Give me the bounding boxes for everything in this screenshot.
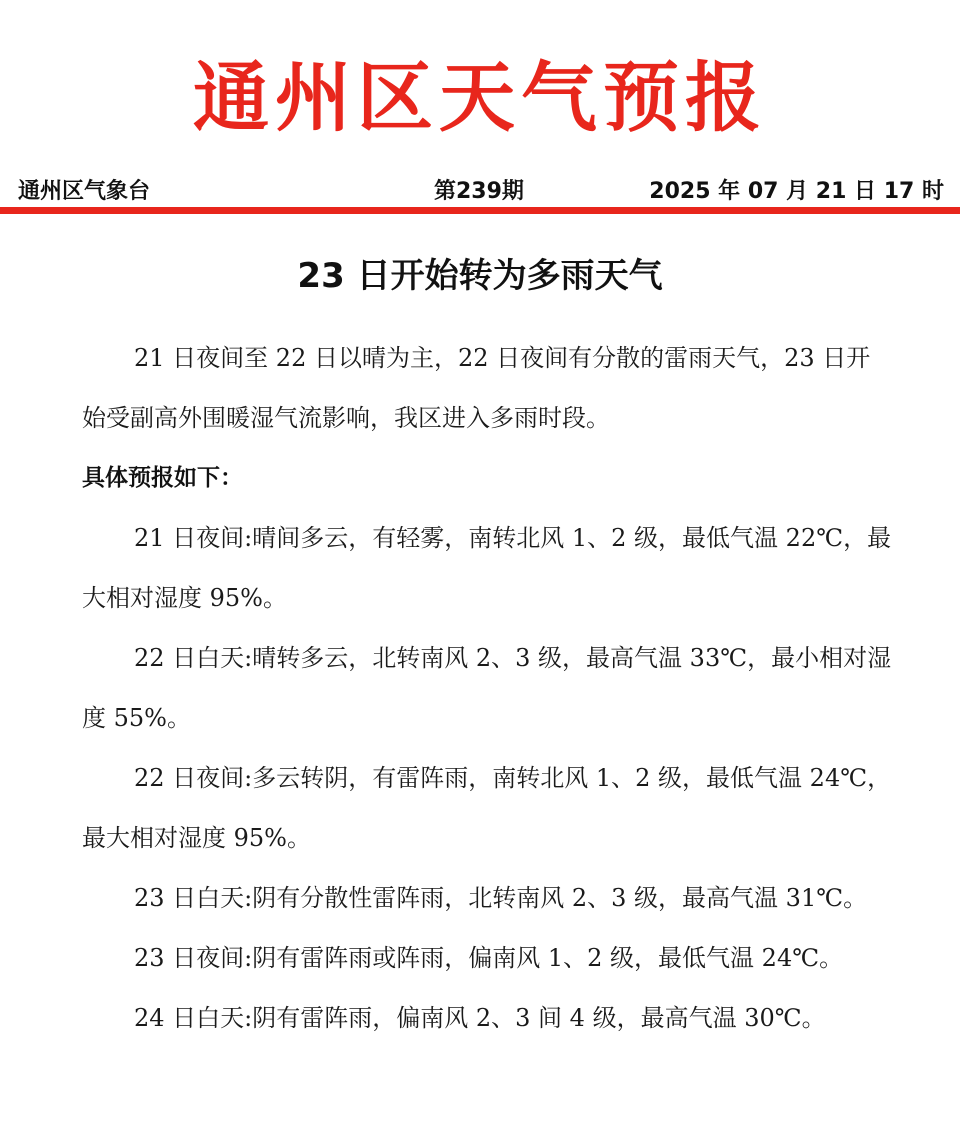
forecast-item: 22 日白天:晴转多云，北转南风 2、3 级，最高气温 33℃，最小相对湿度 55%。 xyxy=(82,644,892,732)
lead-section xyxy=(82,328,892,448)
forecast-list xyxy=(82,508,892,1048)
forecast-item: 22 日夜间:多云转阴，有雷阵雨，南转北风 1、2 级，最低气温 24℃，最大相对湿度 95%。 xyxy=(82,764,892,852)
lead-paragraph: 21 日夜间至 22 日以晴为主，22 日夜间有分散的雷雨天气，23 日开始受副高外围暖湿气流影响，我区进入多雨时段。 xyxy=(82,344,871,432)
masthead-title: 通州区天气预报 xyxy=(193,53,767,142)
issue-number: 第239期 xyxy=(434,179,524,204)
forecast-item: 23 日夜间:阴有雷阵雨或阵雨，偏南风 1、2 级，最低气温 24℃。 xyxy=(134,944,844,972)
forecast-item: 23 日白天:阴有分散性雷阵雨，北转南风 2、3 级，最高气温 31℃。 xyxy=(134,884,868,912)
document-headline: 23 日开始转为多雨天气 xyxy=(297,256,663,296)
issuer-name: 通州区气象台 xyxy=(18,179,151,204)
header-divider xyxy=(0,207,960,214)
issue-info-row xyxy=(0,170,960,206)
forecast-item: 24 日白天:阴有雷阵雨，偏南风 2、3 间 4 级，最高气温 30℃。 xyxy=(134,1004,826,1032)
issue-datetime: 2025 年 07 月 21 日 17 时 xyxy=(649,179,944,204)
forecast-heading: 具体预报如下： xyxy=(82,465,243,491)
forecast-item: 21 日夜间:晴间多云，有轻雾，南转北风 1、2 级，最低气温 22℃，最大相对湿度 95%。 xyxy=(82,524,892,612)
